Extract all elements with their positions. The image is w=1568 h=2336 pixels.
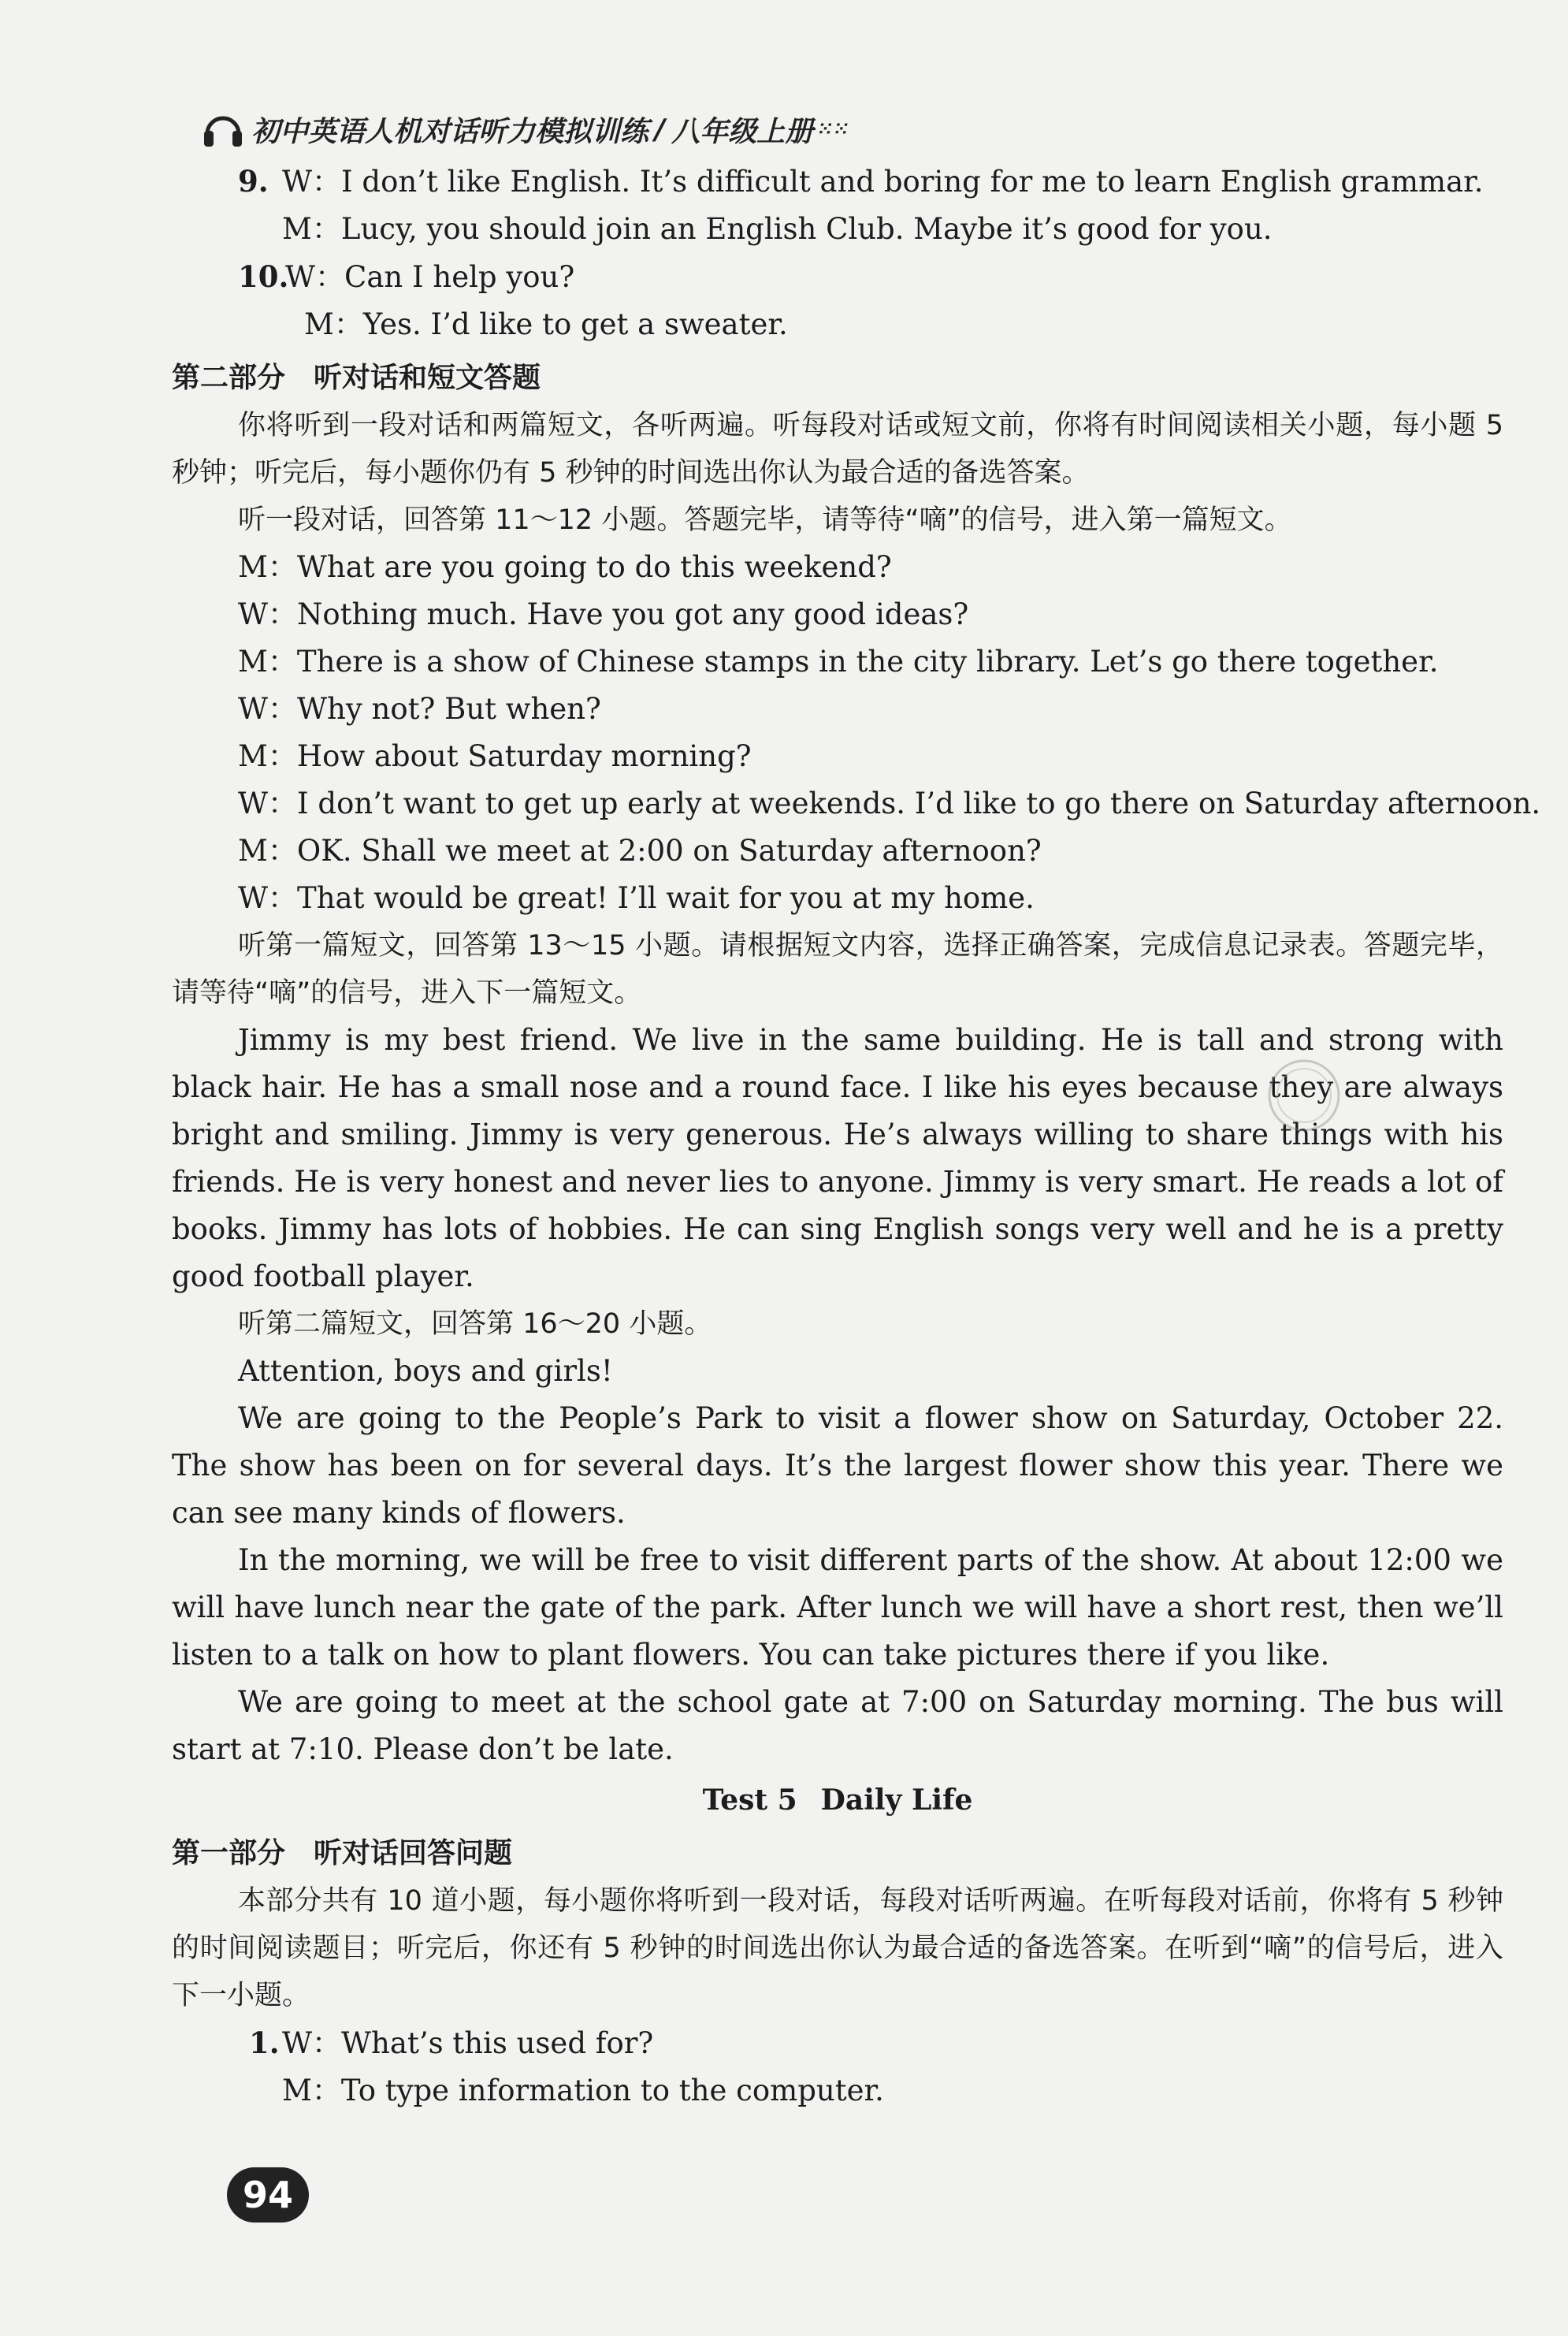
q1-line-2: M：To type information to the computer. bbox=[282, 2074, 884, 2107]
dialogue-line: W：That would be great! I’ll wait for you at my home. bbox=[238, 881, 1035, 915]
part2-heading: 第二部分 听对话和短文答题 bbox=[172, 362, 541, 394]
dialogue-instruction: 听一段对话，回答第 11～12 小题。答题完毕，请等待“嘀”的信号，进入第一篇短文。 bbox=[238, 504, 1292, 536]
test5-part1-heading: 第一部分 听对话回答问题 bbox=[172, 1837, 513, 1869]
book-title: 初中英语人机对话听力模拟训练 bbox=[251, 115, 649, 148]
item-9-line-2: M：Lucy, you should join an English Club. Maybe it’s good for you. bbox=[282, 212, 1273, 246]
dialogue-line: W：Nothing much. Have you got any good ideas? bbox=[238, 597, 969, 631]
passage2-paragraph: We are going to meet at the school gate at 7:00 on Saturday morning. The bus will start at 7:10. Please don’t be late. bbox=[172, 1685, 1503, 1766]
passage1-instruction: 听第一篇短文，回答第 13～15 小题。请根据短文内容，选择正确答案，完成信息记录表。答题完毕，请等待“嘀”的信号，进入下一篇短文。 bbox=[172, 930, 1503, 1009]
headphones-icon bbox=[201, 107, 245, 151]
dialogue-line: M：What are you going to do this weekend? bbox=[238, 550, 892, 584]
item-number: 10. bbox=[238, 259, 289, 294]
page-content bbox=[172, 158, 1541, 2115]
item-10-line-1: 10.W：Can I help you? bbox=[172, 253, 1503, 301]
stamp-icon bbox=[1265, 1056, 1343, 1135]
item-10-line-2: M：Yes. I’d like to get a sweater. bbox=[304, 307, 788, 341]
item-number: 9. bbox=[238, 164, 269, 199]
dialogue-line: W：Why not? But when? bbox=[238, 692, 601, 726]
dialogue-line: M：How about Saturday morning? bbox=[238, 739, 752, 773]
page-number: 94 bbox=[227, 2167, 309, 2223]
test5-title: Test 5 Daily Life bbox=[702, 1784, 973, 1817]
test5-part1-intro: 本部分共有 10 道小题，每小题你将听到一段对话，每段对话听两遍。在听每段对话前，你将有 5 秒钟的时间阅读题目；听完后，你还有 5 秒钟的时间选出你认为最合适的备选答案。在听到“嘀”的信号后，进入下一小题。 bbox=[172, 1885, 1503, 2011]
item-9-line-1: 9. W：I don’t like English. It’s difficult and boring for me to learn English grammar. bbox=[172, 158, 1503, 206]
decorative-dots-icon: ⁙⁙ bbox=[818, 119, 851, 139]
q1-line-1: 1.W：What’s this used for? bbox=[172, 2019, 1503, 2067]
passage2-instruction: 听第二篇短文，回答第 16～20 小题。 bbox=[238, 1308, 712, 1340]
dialogue-line: W：I don’t want to get up early at weekends. I’d like to go there on Saturday afternoon. bbox=[238, 787, 1541, 820]
dialogue bbox=[172, 544, 1541, 922]
dialogue-line: M：OK. Shall we meet at 2:00 on Saturday afternoon? bbox=[238, 834, 1042, 868]
header-separator: / bbox=[655, 113, 666, 146]
passage2-paragraph: In the morning, we will be free to visit different parts of the show. At about 12:00 we will have lunch near the gate of the park. After lunch we will have a short rest, then we’ll listen to a talk on how to plant flowers. You can take pictures there if you like. bbox=[172, 1543, 1503, 1672]
passage1: Jimmy is my best friend. We live in the same building. He is tall and strong with black hair. He has a small nose and a round face. I like his eyes because they are always bright and smiling. Jimmy is very generous. He’s always willing to share things with his friends. He is very honest and never lies to anyone. Jimmy is very smart. He reads a lot of books. Jimmy has lots of hobbies. He can sing English songs very well and he is a pretty good football player. bbox=[172, 1023, 1503, 1293]
item-number: 1. bbox=[249, 2025, 280, 2060]
passage2-paragraph: Attention, boys and girls! bbox=[238, 1354, 613, 1388]
running-header bbox=[201, 107, 850, 151]
grade-label: 八年级上册 bbox=[671, 115, 814, 148]
passage2-paragraph: We are going to the People’s Park to visit a flower show on Saturday, October 22. The show has been on for several days. It’s the largest flower show this year. There we can see many kinds of flowers. bbox=[172, 1401, 1503, 1530]
dialogue-line: M：There is a show of Chinese stamps in the city library. Let’s go there together. bbox=[238, 645, 1439, 679]
part2-intro: 你将听到一段对话和两篇短文，各听两遍。听每段对话或短文前，你将有时间阅读相关小题，每小题 5 秒钟；听完后，每小题你仍有 5 秒钟的时间选出你认为最合适的备选答案。 bbox=[172, 410, 1503, 489]
